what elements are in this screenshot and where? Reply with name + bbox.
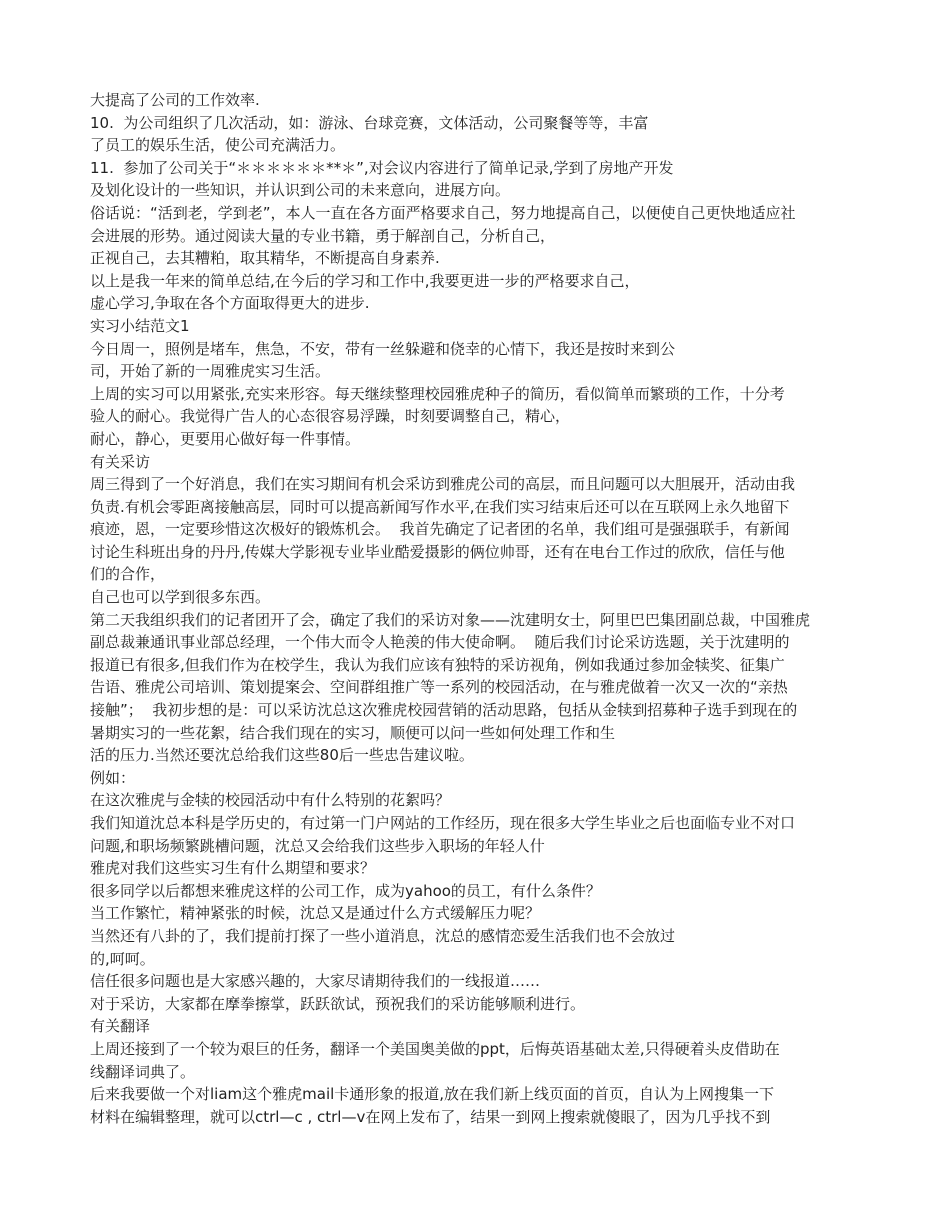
- text-line: 负责.有机会零距离接触高层，同时可以提高新闻写作水平,在我们实习结束后还可以在互联网上永久地留下: [90, 497, 790, 516]
- text-line: 第二天我组织我们的记者团开了会，确定了我们的采访对象——沈建明女士，阿里巴巴集团副总裁，中国雅虎: [90, 610, 811, 629]
- text-line: 雅虎对我们这些实习生有什么期望和要求？: [90, 859, 376, 878]
- text-line: 接触”； 我初步想的是：可以采访沈总这次雅虎校园营销的活动思路，包括从金犊到招募种子选手到现在的: [90, 701, 798, 720]
- text-line: 问题,和职场频繁跳槽问题，沈总又会给我们这些步入职场的年轻人什: [90, 836, 545, 855]
- text-line: 自己也可以学到很多东西。: [90, 588, 271, 607]
- text-line: 了员工的娱乐生活，使公司充满活力。: [90, 136, 346, 155]
- text-line: 正视自己，去其糟粕，取其精华，不断提高自身素养.: [90, 249, 440, 268]
- text-line: 10. 为公司组织了几次活动，如：游泳、台球竞赛，文体活动，公司聚餐等等，丰富: [90, 113, 649, 132]
- text-line: 暑期实习的一些花絮，结合我们现在的实习，顺便可以问一些如何处理工作和生: [90, 723, 616, 742]
- text-line: 大提高了公司的工作效率.: [90, 91, 260, 109]
- text-line: 我们知道沈总本科是学历史的，有过第一门户网站的工作经历，现在很多大学生毕业之后也面临专业不对口: [90, 814, 796, 832]
- text-line: 例如：: [90, 768, 136, 787]
- text-line: 周三得到了一个好消息，我们在实习期间有机会采访到雅虎公司的高层，而且问题可以大胆展开，活动由我: [90, 475, 796, 494]
- text-line: 线翻译词典了。: [90, 1062, 196, 1081]
- text-line: 会进展的形势。通过阅读大量的专业书籍，勇于解剖自己，分析自己，: [90, 226, 556, 245]
- text-line: 上周的实习可以用紧张,充实来形容。每天继续整理校园雅虎种子的简历，看似简单而繁琐的工作，十分考: [90, 384, 785, 403]
- text-line: 俗话说：“活到老，学到老”，本人一直在各方面严格要求自己，努力地提高自己，以便使自己更快地适应社: [90, 203, 796, 222]
- text-line: 讨论生科班出身的丹丹,传媒大学影视专业毕业酷爱摄影的俩位帅哥，还有在电台工作过的欣欣，信任与他: [90, 542, 785, 561]
- text-line: 验人的耐心。我觉得广告人的心态很容易浮躁，时刻要调整自己，精心，: [90, 407, 571, 426]
- text-line: 对于采访，大家都在摩拳擦掌，跃跃欲试，预祝我们的采访能够顺利进行。: [90, 994, 586, 1013]
- section-heading: 实习小结范文1: [90, 316, 190, 335]
- section-heading: 有关翻译: [90, 1017, 151, 1036]
- text-line: 副总裁兼通讯事业部总经理，一个伟大而令人艳羡的伟大使命啊。 随后我们讨论采访选题，关于沈建明的: [90, 633, 790, 652]
- text-line: 当工作繁忙，精神紧张的时候，沈总又是通过什么方式缓解压力呢？: [90, 904, 541, 923]
- text-line: 报道已有很多,但我们作为在校学生，我认为我们应该有独特的采访视角，例如我通过参加金犊奖、征集广: [90, 655, 785, 674]
- text-line: 痕迹，恩，一定要珍惜这次极好的锻炼机会。 我首先确定了记者团的名单，我们组可是强强联手，有新闻: [90, 520, 790, 539]
- text-line: 活的压力.当然还要沈总给我们这些80后一些忠告建议啦。: [90, 746, 474, 765]
- text-line: 上周还接到了一个较为艰巨的任务，翻译一个美国奥美做的ppt，后悔英语基础太差,只得硬着头皮借助在: [90, 1039, 780, 1058]
- text-line: 在这次雅虎与金犊的校园活动中有什么特别的花絮吗？: [90, 791, 451, 810]
- text-line: 当然还有八卦的了，我们提前打探了一些小道消息，沈总的感情恋爱生活我们也不会放过: [90, 926, 676, 945]
- text-line: 后来我要做一个对liam这个雅虎mail卡通形象的报道,放在我们新上线页面的首页，自认为上网搜集一下: [90, 1085, 775, 1104]
- text-line: 耐心，静心，更要用心做好每一件事情。: [90, 429, 361, 448]
- text-line: 司，开始了新的一周雅虎实习生活。: [90, 362, 331, 381]
- text-line: 们的合作，: [90, 565, 166, 584]
- text-line: 以上是我一年来的简单总结,在今后的学习和工作中,我要更进一步的严格要求自己，: [90, 271, 640, 290]
- text-line: 信任很多问题也是大家感兴趣的，大家尽请期待我们的一线报道……: [90, 972, 541, 991]
- text-line: 告语、雅虎公司培训、策划提案会、空间群组推广等一系列的校园活动，在与雅虎做着一次又一次的“亲热: [90, 678, 788, 697]
- text-line: 今日周一，照例是堵车，焦急，不安，带有一丝躲避和侥幸的心情下，我还是按时来到公: [90, 339, 676, 358]
- text-line: 材料在编辑整理，就可以ctrl—c , ctrl—v在网上发布了，结果一到网上搜索就傻眼了，因为几乎找不到: [90, 1107, 771, 1126]
- text-line: 及划化设计的一些知识，并认识到公司的未来意向，进展方向。: [90, 181, 511, 200]
- text-line: 很多同学以后都想来雅虎这样的公司工作，成为yahoo的员工，有什么条件？: [90, 881, 601, 900]
- text-line: 的,呵呵。: [90, 949, 155, 968]
- text-line: 11. 参加了公司关于“＊＊＊＊＊＊**＊”,对会议内容进行了简单记录,学到了房地产开发: [90, 158, 674, 177]
- section-heading: 有关采访: [90, 452, 151, 471]
- document-page: [90, 89, 865, 1128]
- text-line: 虚心学习,争取在各个方面取得更大的进步.: [90, 294, 370, 313]
